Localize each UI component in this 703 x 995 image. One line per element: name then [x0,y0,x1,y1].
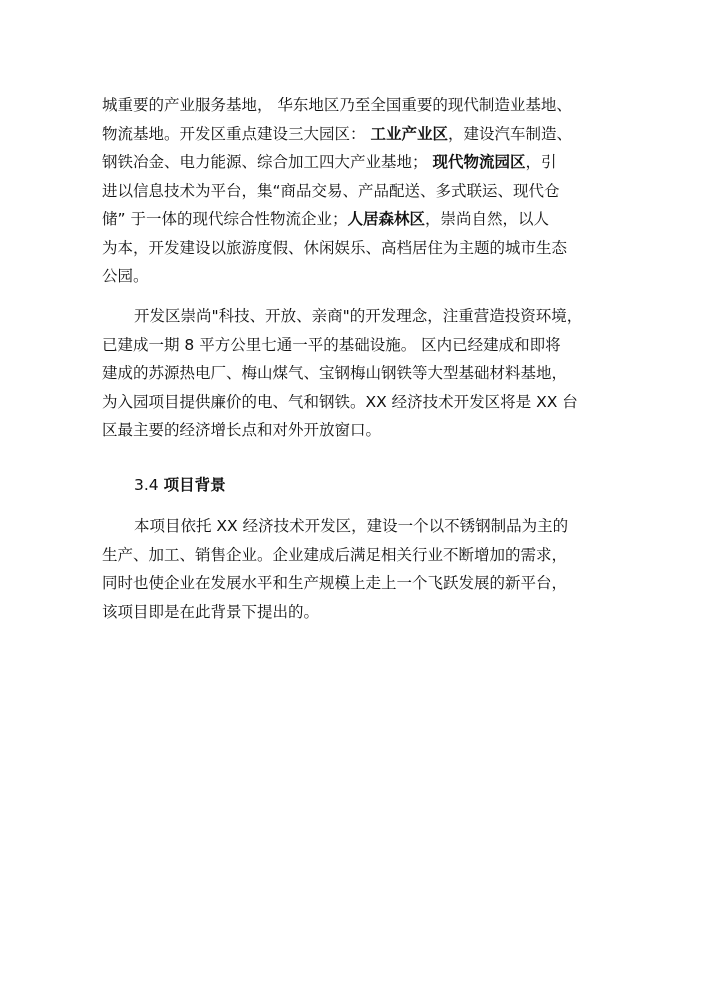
text-run: ，建设汽车制造、 [447,124,572,143]
text-run: ，引 [525,153,557,171]
bold-term-forest-zone: 人居森林区 [347,210,425,228]
paragraph-industrial-zones [102,91,622,291]
paragraph-project-background [102,512,622,626]
text-line: 该项目即是在此背景下提出的。 [102,602,320,621]
text-line: 本项目依托 XX 经济技术开发区，建设一个以不锈钢制品为主的 [134,517,569,535]
text-line: 进以信息技术为平台，集“商品交易、产品配送、多式联运、现代仓 [102,181,560,200]
text-run: 钢铁冶金、电力能源、综合加工四大产业基地； [102,153,433,171]
text-line: 公园。 [102,267,149,285]
text-line: 生产、加工、销售企业。企业建成后满足相关行业不断增加的需求， [102,545,568,564]
text-line: 城重要的产业服务基地， 华东地区乃至全国重要的现代制造业基地、 [102,96,572,114]
section-number: 3.4 [134,476,159,494]
text-line [102,205,622,234]
bold-term-logistics-zone: 现代物流园区 [432,153,526,171]
text-line: 为本，开发建设以旅游度假、休闲娱乐、高档居住为主题的城市生态 [102,238,568,257]
text-run: 储” 于一体的现代综合性物流企业； [102,210,348,228]
text-line: 区最主要的经济增长点和对外开放窗口。 [102,421,382,439]
text-line: 同时也使企业在发展水平和生产规模上走上一个飞跃发展的新平台， [102,574,568,592]
bold-term-industrial-zone: 工业产业区 [370,124,448,143]
text-run: 物流基地。开发区重点建设三大园区： [102,124,371,143]
text-line [102,148,622,177]
text-run: ，崇尚自然，以人 [424,210,549,228]
text-line [102,120,622,149]
text-line: 建成的苏源热电厂、梅山煤气、宝钢梅山钢铁等大型基础材料基地， [102,364,568,382]
paragraph-development-philosophy [102,302,622,445]
text-line: 已建成一期 8 平方公里七通一平的基础设施。 区内已经建成和即将 [102,335,561,354]
section-title: 项目背景 [163,476,226,494]
section-heading [134,471,226,499]
text-line: 开发区崇尚"科技、开放、亲商"的开发理念，注重营造投资环境， [134,307,583,325]
text-line: 为入园项目提供廉价的电、气和钢铁。XX 经济技术开发区将是 XX 台 [102,392,578,411]
